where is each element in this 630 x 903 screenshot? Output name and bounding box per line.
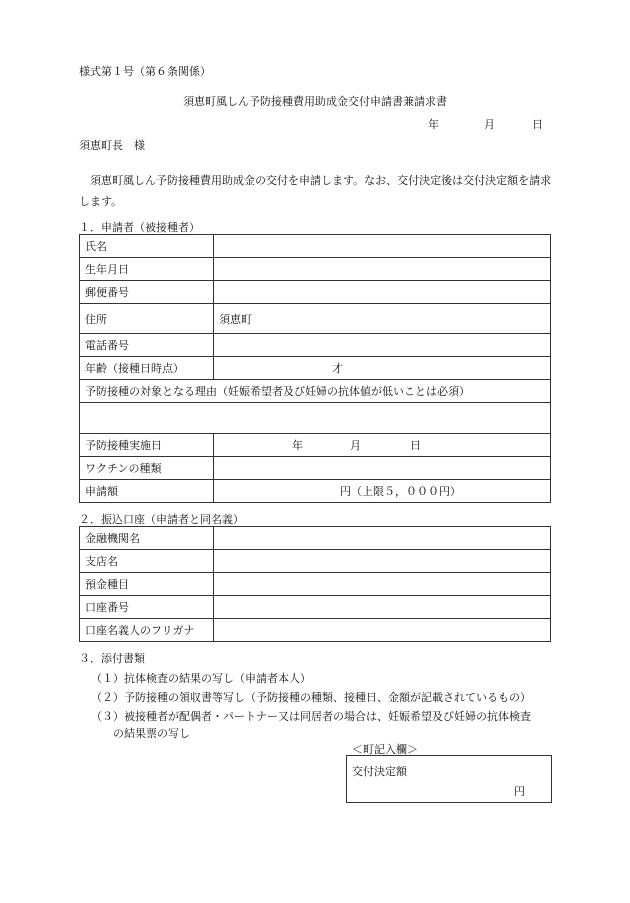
table-row	[80, 357, 551, 380]
table-row	[80, 480, 551, 503]
table-row	[80, 434, 551, 457]
applicant-table	[79, 234, 551, 503]
table-row	[80, 380, 551, 403]
account-table	[79, 526, 551, 642]
table-row	[80, 304, 551, 334]
reason-field[interactable]	[80, 403, 551, 434]
age-label: 年齢（接種日時点）	[80, 357, 214, 380]
office-use-box	[346, 755, 552, 803]
name-label: 氏名	[80, 235, 214, 258]
table-row	[80, 403, 551, 434]
decision-amount-label: 交付決定額	[352, 765, 407, 778]
section1-heading: １．申請者（被接種者）	[79, 221, 200, 234]
account-type-label: 預金種目	[80, 573, 214, 596]
vaccine-type-field[interactable]	[214, 457, 551, 480]
vacc-date-field[interactable]	[214, 434, 551, 457]
table-row	[80, 235, 551, 258]
phone-label: 電話番号	[80, 334, 214, 357]
date-day: 日	[532, 118, 543, 131]
table-row	[80, 573, 551, 596]
bank-label: 金融機関名	[80, 527, 214, 550]
amount-field[interactable]	[214, 480, 551, 503]
attachment-item: （３）被接種者が配偶者・パートナー又は同居者の場合は、妊娠希望及び妊婦の抗体検査	[91, 710, 531, 723]
name-field[interactable]	[214, 235, 551, 258]
attachment-item-continued: の結果票の写し	[113, 727, 190, 740]
date-month: 月	[484, 118, 495, 131]
office-use-label: ＜町記入欄＞	[352, 743, 418, 756]
date-year: 年	[428, 118, 439, 131]
vacc-date-month: 月	[350, 439, 361, 452]
section2-heading: ２．振込口座（申請者と同名義）	[79, 513, 244, 526]
decision-amount-unit: 円	[514, 785, 525, 798]
address-label: 住所	[80, 304, 214, 334]
addressee: 須恵町長 様	[79, 139, 145, 152]
dob-field[interactable]	[214, 258, 551, 281]
form-title: 須恵町風しん予防接種費用助成金交付申請書兼請求書	[183, 95, 447, 108]
age-unit: 才	[332, 362, 343, 375]
bank-field[interactable]	[214, 527, 551, 550]
vacc-date-label: 予防接種実施日	[80, 434, 214, 457]
table-row	[80, 334, 551, 357]
table-row	[80, 596, 551, 619]
table-row	[80, 527, 551, 550]
phone-field[interactable]	[214, 334, 551, 357]
reason-label: 予防接種の対象となる理由（妊娠希望者及び妊婦の抗体値が低いことは必須）	[80, 380, 551, 403]
account-kana-field[interactable]	[214, 619, 551, 642]
table-row	[80, 258, 551, 281]
address-field[interactable]: 須恵町	[214, 304, 551, 334]
postal-label: 郵便番号	[80, 281, 214, 304]
amount-label: 申請額	[80, 480, 214, 503]
intro-text: 須恵町風しん予防接種費用助成金の交付を申請します。なお、交付決定後は交付決定額を請求します。	[79, 174, 552, 208]
branch-label: 支店名	[80, 550, 214, 573]
table-row	[80, 619, 551, 642]
vaccine-type-label: ワクチンの種類	[80, 457, 214, 480]
application-date	[428, 116, 543, 132]
attachment-item: （２）予防接種の領収書等写し（予防接種の種類、接種日、金額が記載されているもの）	[91, 691, 531, 704]
vacc-date-day: 日	[410, 439, 421, 452]
account-kana-label: 口座名義人のフリガナ	[80, 619, 214, 642]
postal-field[interactable]	[214, 281, 551, 304]
table-row	[80, 550, 551, 573]
table-row	[80, 457, 551, 480]
account-type-field[interactable]	[214, 573, 551, 596]
amount-unit: 円（上限５，０００円）	[340, 485, 461, 498]
section3-heading: ３．添付書類	[79, 652, 145, 665]
age-field[interactable]	[214, 357, 551, 380]
branch-field[interactable]	[214, 550, 551, 573]
account-number-label: 口座番号	[80, 596, 214, 619]
table-row	[80, 281, 551, 304]
vacc-date-year: 年	[292, 439, 303, 452]
form-number: 様式第１号（第６条関係）	[79, 65, 211, 78]
dob-label: 生年月日	[80, 258, 214, 281]
attachment-item: （１）抗体検査の結果の写し（申請者本人）	[91, 672, 311, 685]
account-number-field[interactable]	[214, 596, 551, 619]
